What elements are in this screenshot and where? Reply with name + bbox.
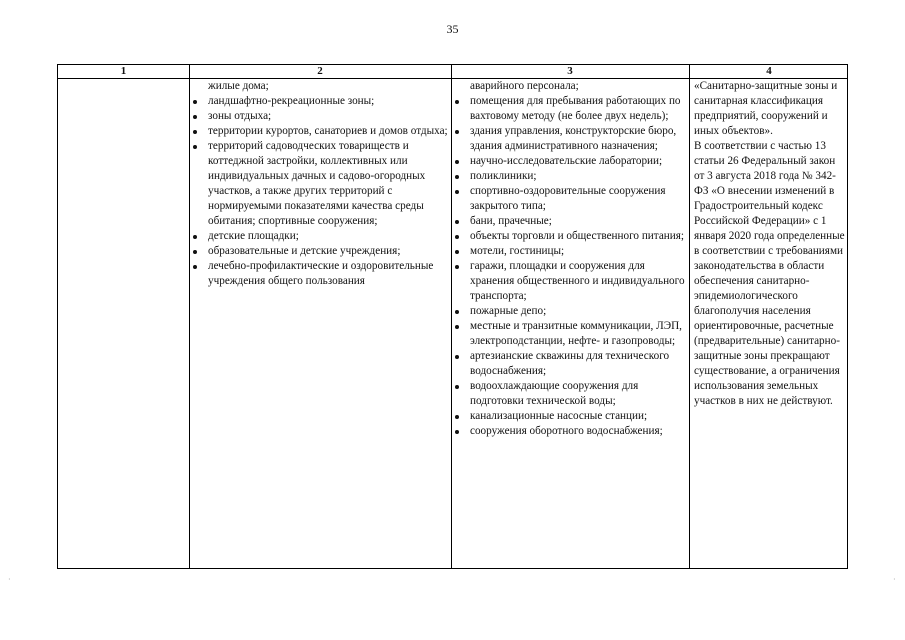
col-4-body: В соответствии с частью 13 статьи 26 Федеральный закон от 3 августа 2018 года № 342-ФЗ «О внесении изменений в Градостроительный кодекс Российской Федерации» с 1 января 2020 года определенные в соответствии с требованиями законодательства в области обеспечения санитарно-эпидемиологического благополучия населения ориентировочные, расчетные (предварительные) санитарно-защитные зоны прекращают существование, а ограничения использования земельных участков в них не действуют. bbox=[694, 140, 845, 407]
list-item: бани, прачечные; bbox=[452, 214, 686, 229]
list-item: местные и транзитные коммуникации, ЛЭП, электроподстанции, нефте- и газопроводы; bbox=[452, 319, 686, 349]
list-item: сооружения оборотного водоснабжения; bbox=[452, 424, 686, 439]
list-item: помещения для пребывания работающих по вахтовому методу (не более двух недель); bbox=[452, 94, 686, 124]
col-2-cell bbox=[190, 79, 448, 568]
list-item: спортивно-оздоровительные сооружения закрытого типа; bbox=[452, 184, 686, 214]
list-item: поликлиники; bbox=[452, 169, 686, 184]
col-3-list bbox=[452, 79, 686, 439]
list-item: мотели, гостиницы; bbox=[452, 244, 686, 259]
list-item: зоны отдыха; bbox=[190, 109, 448, 124]
document-table bbox=[57, 64, 848, 569]
col-2-list bbox=[190, 79, 448, 289]
list-item: гаражи, площадки и сооружения для хранения общественного и индивидуального транспорта; bbox=[452, 259, 686, 304]
list-item: объекты торговли и общественного питания; bbox=[452, 229, 686, 244]
page-number: 35 bbox=[446, 22, 459, 36]
table-header-row bbox=[58, 65, 847, 79]
header-col-3: 3 bbox=[567, 65, 573, 77]
list-item: научно-исследовательские лаборатории; bbox=[452, 154, 686, 169]
col-3-cell bbox=[452, 79, 686, 568]
list-item: образовательные и детские учреждения; bbox=[190, 244, 448, 259]
margin-mark: · bbox=[8, 575, 11, 584]
list-item: территории курортов, санаториев и домов отдыха; bbox=[190, 124, 448, 139]
col-4-cell bbox=[694, 79, 846, 568]
list-item: канализационные насосные станции; bbox=[452, 409, 686, 424]
col-4-quote: «Санитарно-защитные зоны и санитарная классификация предприятий, сооружений и иных объектов». bbox=[694, 80, 838, 137]
list-item: детские площадки; bbox=[190, 229, 448, 244]
list-item: лечебно-профилактические и оздоровительные учреждения общего пользования bbox=[190, 259, 448, 289]
header-col-1: 1 bbox=[120, 65, 127, 77]
list-item: пожарные депо; bbox=[452, 304, 686, 319]
list-item: аварийного персонала; bbox=[470, 80, 579, 92]
column-divider bbox=[689, 65, 690, 568]
list-item: ландшафтно-рекреационные зоны; bbox=[190, 94, 448, 109]
list-item: водоохлаждающие сооружения для подготовки технической воды; bbox=[452, 379, 686, 409]
list-item: здания управления, конструкторские бюро, здания административного назначения; bbox=[452, 124, 686, 154]
header-col-2: 2 bbox=[317, 65, 323, 77]
header-col-4: 4 bbox=[766, 65, 772, 77]
list-item: территорий садоводческих товариществ и коттеджной застройки, коллективных или индивидуальных дачных и садово-огородных участков, а также других территорий с нормируемыми показателями качества среды обитания; спортивные сооружения; bbox=[190, 139, 448, 229]
list-item: артезианские скважины для технического водоснабжения; bbox=[452, 349, 686, 379]
list-item: жилые дома; bbox=[208, 80, 269, 92]
margin-mark: · bbox=[893, 575, 896, 584]
